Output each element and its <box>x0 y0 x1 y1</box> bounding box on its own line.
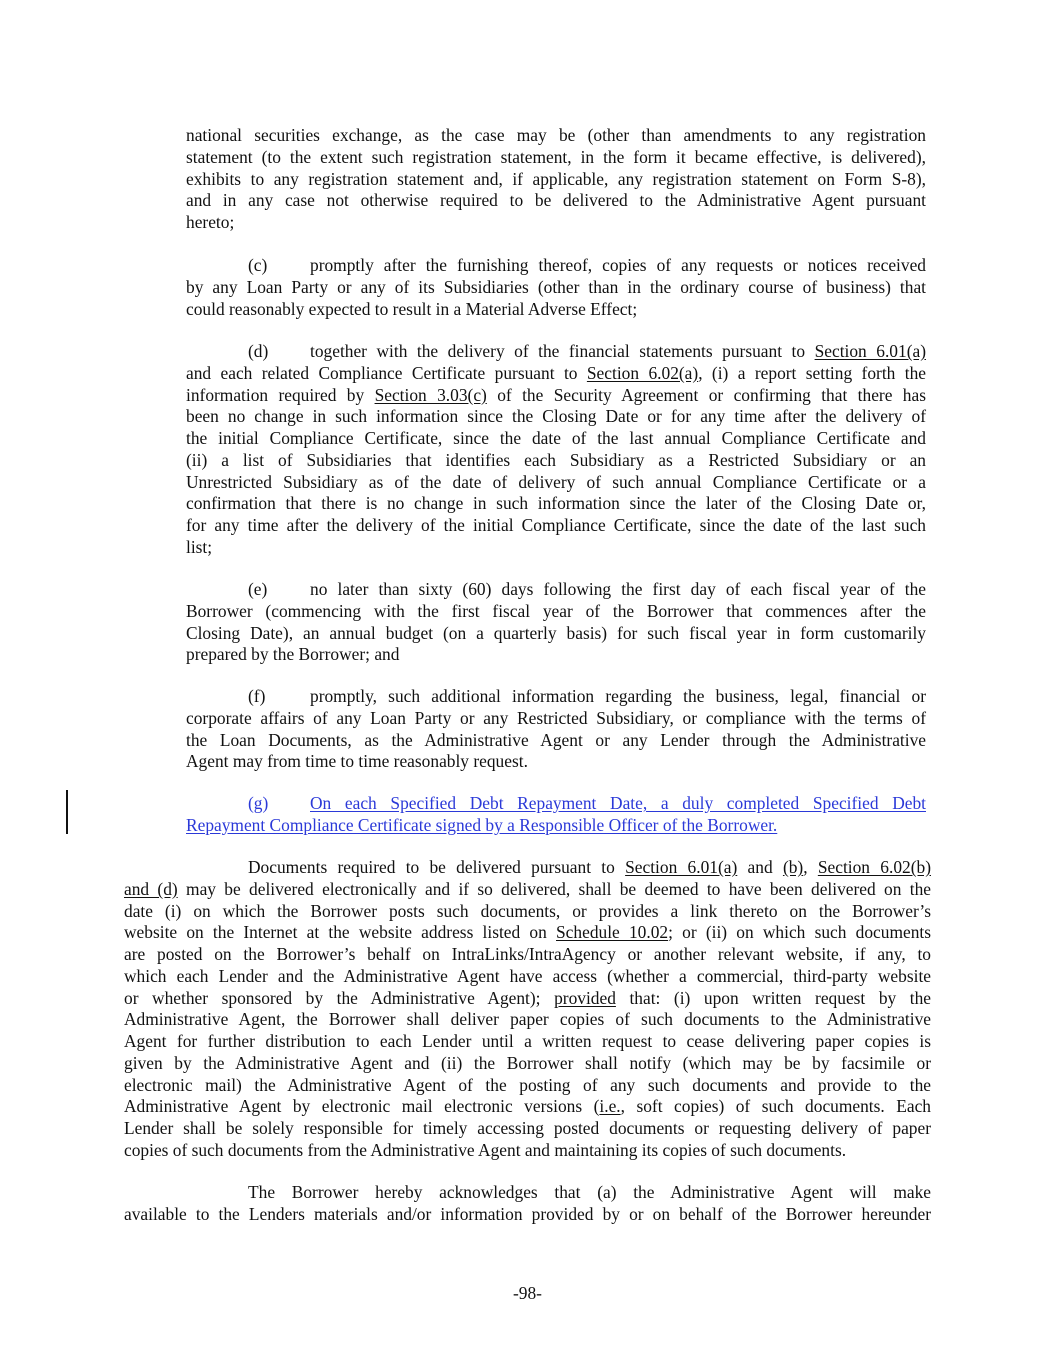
clause-label: (c) <box>248 255 268 275</box>
text-line: and in any case not otherwise required to be delivered to the Administrative Agent pursuant <box>186 190 926 211</box>
text-line <box>186 385 926 407</box>
clause-first-line <box>186 255 926 277</box>
text-segment: of the Security Agreement or confirming that there has <box>486 384 926 405</box>
text-segment: or whether sponsored by the Administrative Agent); <box>124 987 555 1008</box>
page-number: -98- <box>513 1283 542 1303</box>
text-line <box>186 363 926 385</box>
paragraph-c <box>186 255 926 320</box>
text-segment: and <box>737 857 783 877</box>
clause-label: (e) <box>248 579 268 599</box>
text-line: Unrestricted Subsidiary as of the date of delivery of such annual Compliance Certificate or a <box>186 471 926 492</box>
text-line: (ii) a list of Subsidiaries that identifies each Subsidiary as a Restricted Subsidiary or an <box>186 449 926 470</box>
text-line <box>124 988 931 1010</box>
revision-change-bar <box>66 790 68 834</box>
text-line: national securities exchange, as the case may be (other than amendments to any registration <box>186 125 926 145</box>
clause-text: no later than sixty (60) days following the first day of each fiscal year of the <box>310 579 926 599</box>
text-line <box>124 857 931 879</box>
paragraph-e <box>186 579 926 666</box>
text-line <box>124 879 931 901</box>
clause-first-line <box>186 579 926 601</box>
clause-first-line <box>186 686 926 708</box>
text-line: electronic mail) the Administrative Agent of the posting of any such documents and provide to the <box>124 1074 931 1095</box>
text-line: confirmation that there is no change in such information since the later of the Closing Date or, <box>186 493 926 514</box>
paragraph-g-inserted <box>186 793 926 837</box>
paragraph-d <box>186 341 926 559</box>
text-segment: website on the Internet at the website address listed on <box>124 922 557 943</box>
text-line: Agent for further distribution to each Lender until a written request to cease delivering paper copies is <box>124 1031 931 1051</box>
text-line: corporate affairs of any Loan Party or any Restricted Subsidiary, or compliance with the terms of <box>186 707 926 728</box>
paragraph-acknowledgement <box>124 1182 931 1226</box>
section-reference-link: Section 6.02(a) <box>586 362 699 383</box>
clause-label: (d) <box>248 341 269 361</box>
text-line: the Loan Documents, as the Administrative Agent or any Lender through the Administrative <box>186 729 926 750</box>
text-line: Agent may from time to time reasonably request. <box>186 751 528 772</box>
text-segment: and each related Compliance Certificate pursuant to <box>186 362 587 383</box>
text-segment: , <box>803 857 818 877</box>
clause-first-line <box>186 793 926 815</box>
text-line: The Borrower hereby acknowledges that (a) the Administrative Agent will make <box>248 1182 931 1202</box>
paragraph-documents-delivery <box>124 857 931 1162</box>
text-line: copies of such documents from the Administrative Agent and maintaining its copies of such documents. <box>124 1139 847 1160</box>
clause-text: promptly, such additional information regarding the business, legal, financial or <box>310 686 926 706</box>
text-line: date (i) on which the Borrower posts such documents, or provides a link thereto on the Borrower’s <box>124 900 931 921</box>
text-line: statement (to the extent such registration statement, in the form it became effective, is delivered), <box>186 146 926 167</box>
clause-label: (f) <box>248 686 266 706</box>
text-line: exhibits to any registration statement and, if applicable, any registration statement on Form S-8), <box>186 168 926 189</box>
text-line: available to the Lenders materials and/or information provided by or on behalf of the Borrower hereunder <box>124 1203 931 1224</box>
text-segment: ; or (ii) on which such documents <box>668 922 931 943</box>
text-line: given by the Administrative Agent and (ii) the Borrower shall notify (which may be by facsimile or <box>124 1052 931 1073</box>
clause-label: (g) <box>248 793 269 813</box>
text-line: by any Loan Party or any of its Subsidiaries (other than in the ordinary course of business) that <box>186 276 926 297</box>
text-segment: Administrative Agent by electronic mail electronic versions ( <box>124 1096 600 1117</box>
clause-text: together with the delivery of the financial statements pursuant to <box>310 341 815 361</box>
paragraph-f <box>186 686 926 773</box>
text-line: the initial Compliance Certificate, since the date of the last annual Compliance Certificate and <box>186 428 926 448</box>
clause-text: promptly after the furnishing thereof, copies of any requests or notices received <box>310 255 926 275</box>
clause-text: On each Specified Debt Repayment Date, a duly completed Specified Debt <box>310 793 926 813</box>
section-reference-link: Section 6.02(b) <box>817 857 931 877</box>
paragraph-b-continuation <box>186 125 926 234</box>
text-line: which each Lender and the Administrative Agent have access (whether a commercial, third-party website <box>124 965 931 986</box>
text-line: hereto; <box>186 212 235 232</box>
text-line <box>124 1096 931 1118</box>
text-line: could reasonably expected to result in a Material Adverse Effect; <box>186 298 638 319</box>
text-segment: , soft copies) of such documents. Each <box>620 1096 931 1117</box>
text-line: been no change in such information since the Closing Date or for any time after the delivery of <box>186 406 926 427</box>
emphasis-term: provided <box>554 987 616 1008</box>
text-line: Closing Date), an annual budget (on a quarterly basis) for such fiscal year in form customarily <box>186 622 926 643</box>
text-segment: that: (i) upon written request by the <box>615 987 932 1008</box>
text-segment: information required by <box>186 384 375 405</box>
text-line: list; <box>186 536 213 557</box>
section-reference-link: and (d) <box>124 878 178 899</box>
section-reference-link: Section 3.03(c) <box>374 384 487 405</box>
clause-first-line <box>186 341 926 363</box>
section-reference-link: (b) <box>782 857 804 877</box>
text-line: for any time after the delivery of the initial Compliance Certificate, since the date of the last such <box>186 515 926 535</box>
text-line: prepared by the Borrower; and <box>186 644 400 665</box>
emphasis-term: i.e. <box>599 1096 621 1117</box>
schedule-reference-link: Schedule 10.02 <box>556 922 669 943</box>
section-reference-link: Section 6.01(a) <box>814 341 926 361</box>
text-line: Administrative Agent, the Borrower shall deliver paper copies of such documents to the Administrative <box>124 1009 931 1030</box>
text-line: are posted on the Borrower’s behalf on IntraLinks/IntraAgency or another relevant website, if any, to <box>124 944 931 964</box>
text-segment: , (i) a report setting forth the <box>698 362 926 383</box>
text-segment: may be delivered electronically and if so delivered, shall be deemed to have been delivered on the <box>177 878 931 899</box>
text-segment: Documents required to be delivered pursuant to <box>248 857 626 877</box>
text-line: Lender shall be solely responsible for timely accessing posted documents or requesting delivery of paper <box>124 1118 931 1138</box>
text-line: Borrower (commencing with the first fiscal year of the Borrower that commences after the <box>186 600 926 621</box>
section-reference-link: Section 6.01(a) <box>625 857 738 877</box>
text-line <box>124 922 931 944</box>
text-line: Repayment Compliance Certificate signed by a Responsible Officer of the Borrower. <box>186 814 778 835</box>
